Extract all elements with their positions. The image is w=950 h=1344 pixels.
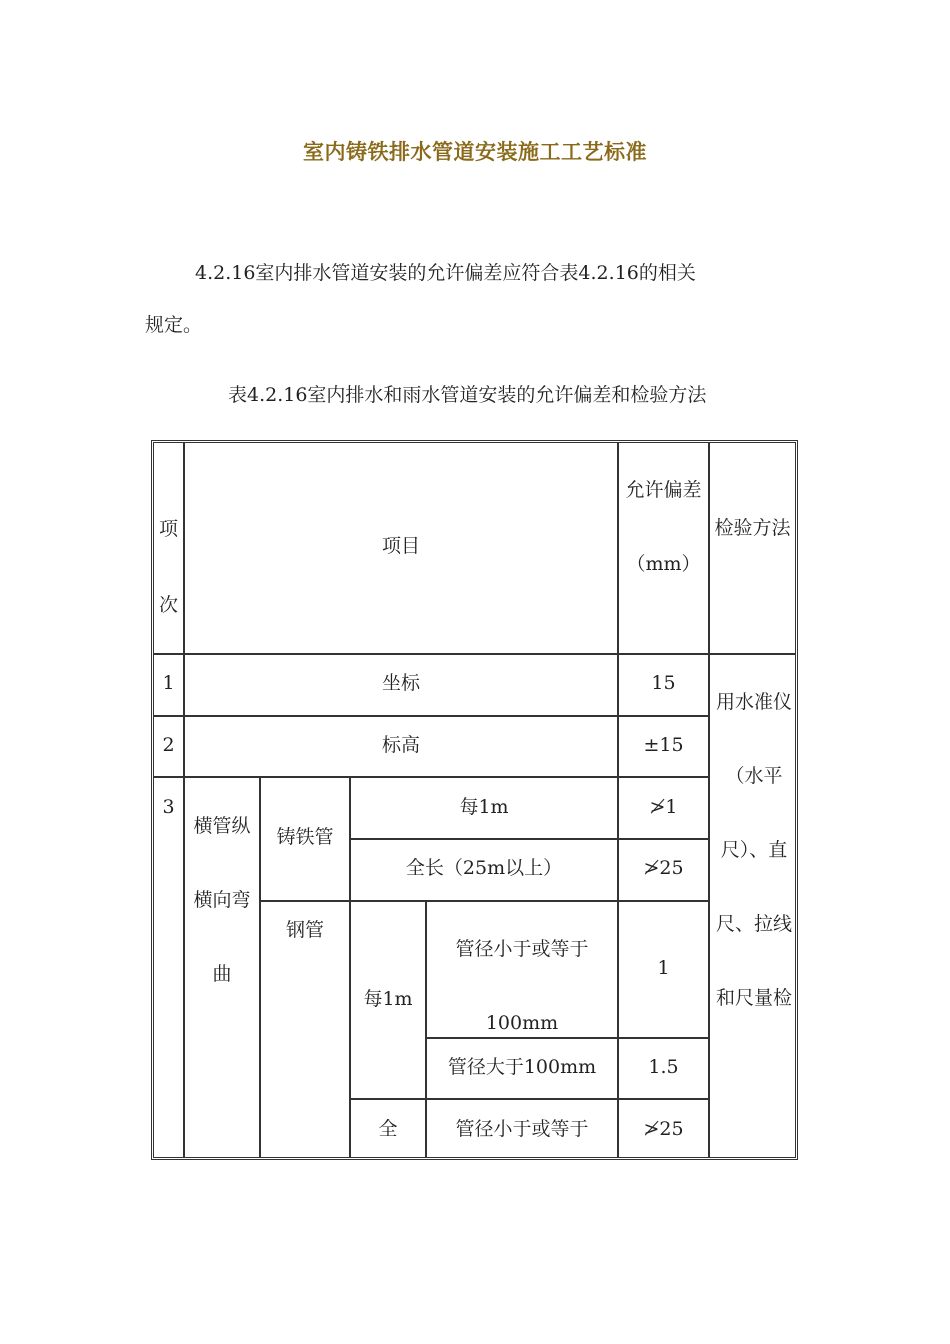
steel-label: 钢管: [285, 919, 324, 941]
row1-tolerance: 15: [651, 672, 676, 694]
steel-large-dia: 管径大于100mm: [447, 1056, 597, 1078]
cast-iron-per-m: 每1m: [459, 796, 509, 818]
row2-seq: 2: [162, 734, 175, 756]
cast-iron-label: 铸铁管: [276, 826, 334, 848]
grid-line: [349, 777, 351, 1157]
steel-per-m: 每1m: [363, 988, 413, 1010]
grid-line: [154, 776, 709, 778]
header-seq: 项次: [158, 518, 178, 616]
cast-iron-per-m-tol: ≯1: [649, 796, 678, 818]
header-method: 检验方法: [714, 517, 791, 539]
grid-line: [349, 838, 709, 840]
tolerance-table: [151, 440, 798, 1160]
grid-line: [154, 715, 709, 717]
row2-item: 标高: [381, 734, 420, 756]
row3-group: 横管纵横向弯曲: [193, 815, 251, 985]
row3-seq: 3: [162, 796, 175, 818]
header-item: 项目: [381, 535, 420, 557]
cast-iron-full-tol: ≯25: [643, 857, 684, 879]
row1-seq: 1: [162, 672, 175, 694]
row2-tolerance: ±15: [643, 734, 684, 756]
steel-full-small-dia: 管径小于或等于: [455, 1118, 589, 1140]
grid-line: [154, 653, 795, 655]
grid-line: [349, 1098, 709, 1100]
body-paragraph: [145, 247, 805, 351]
steel-small-dia: 管径小于或等于100mm: [455, 938, 589, 1034]
steel-large-dia-tol: 1.5: [648, 1056, 679, 1078]
paragraph-line-1: 4.2.16室内排水管道安装的允许偏差应符合表4.2.16的相关: [195, 262, 696, 284]
steel-full-small-dia-tol: ≯25: [643, 1118, 684, 1140]
document-title: 室内铸铁排水管道安装施工工艺标准: [303, 139, 647, 164]
cast-iron-full: 全长（25m以上）: [405, 857, 563, 879]
steel-full: 全: [378, 1118, 398, 1140]
table-caption: 表4.2.16室内排水和雨水管道安装的允许偏差和检验方法: [228, 384, 707, 406]
inspection-method: 用水准仪（水平尺）、直尺、拉线和尺量检: [715, 691, 792, 1009]
grid-line: [259, 900, 709, 902]
steel-small-dia-tol: 1: [657, 957, 670, 979]
row1-item: 坐标: [381, 672, 420, 694]
header-tolerance: 允许偏差（mm）: [625, 479, 702, 575]
paragraph-line-2: 规定。: [145, 314, 203, 336]
